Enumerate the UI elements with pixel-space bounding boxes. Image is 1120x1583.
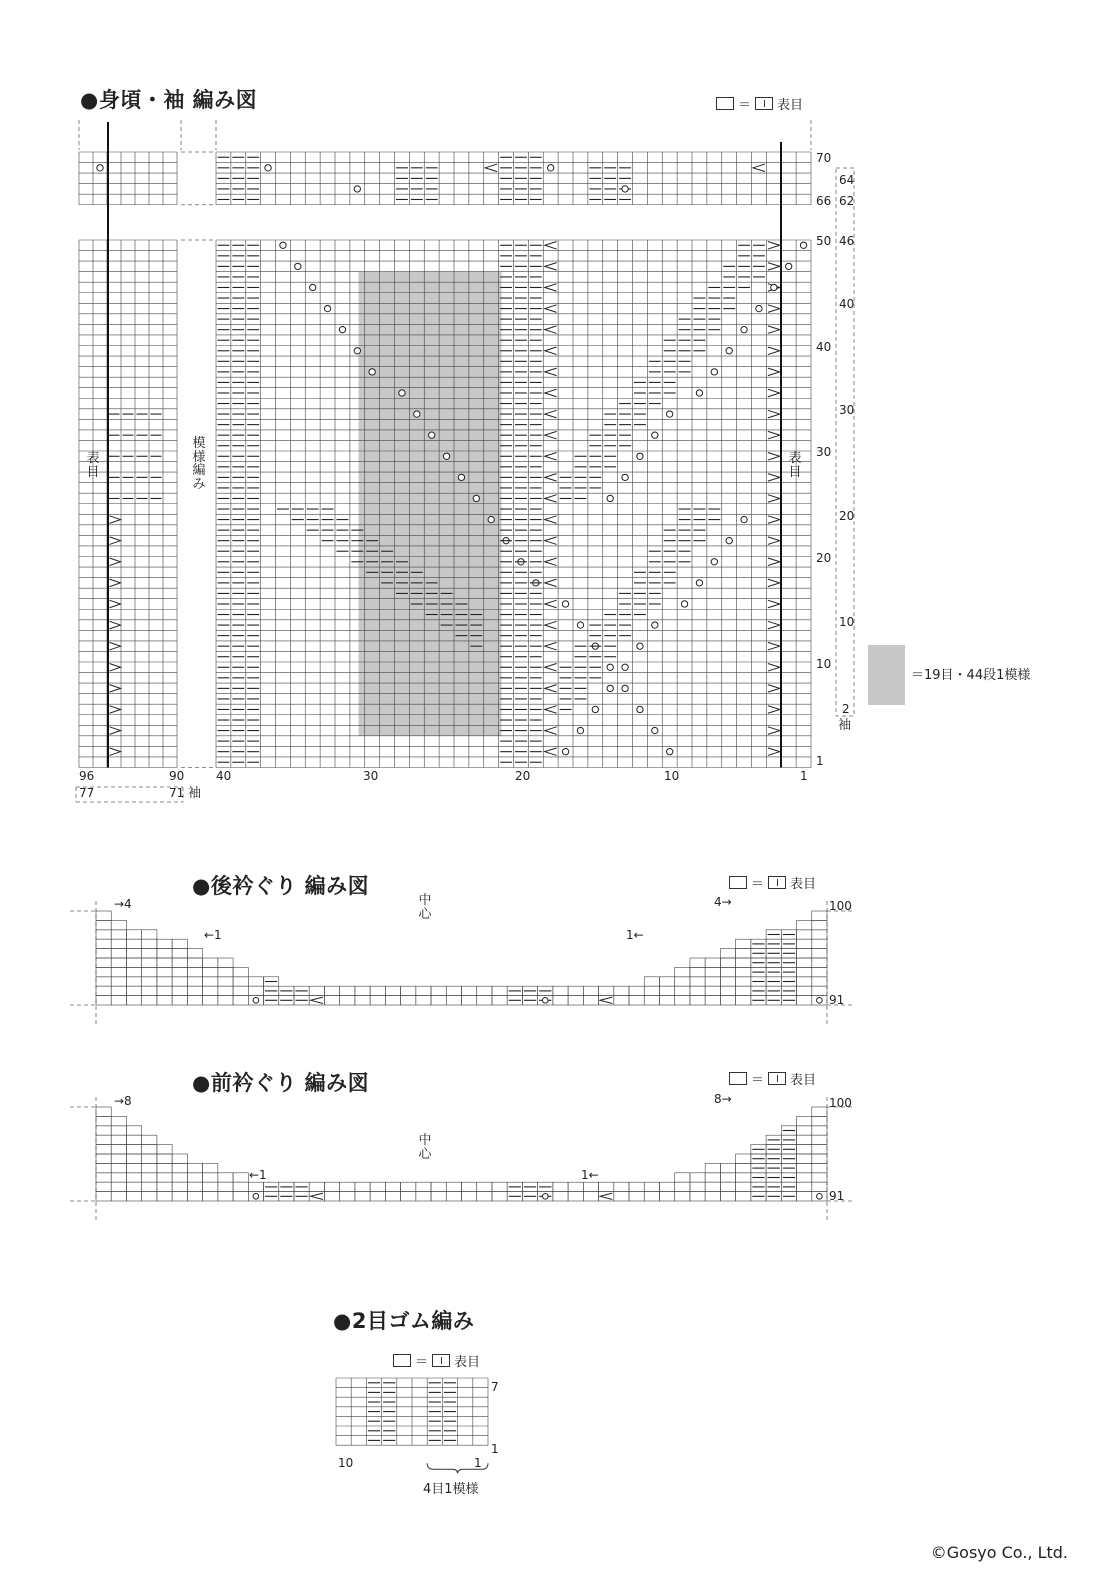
decrease-symbol: [768, 474, 780, 482]
sleeve-col-number: 71: [169, 786, 185, 800]
decrease-symbol: [545, 706, 557, 714]
sleeve-col-label: 袖: [188, 786, 202, 801]
decrease-symbol: [311, 1193, 323, 1199]
col-number: 30: [363, 769, 379, 783]
legend-equals: ＝: [751, 877, 765, 892]
yarn-over-symbol: [741, 327, 747, 333]
decrease-symbol: [768, 706, 780, 714]
decrease-symbol: [545, 431, 557, 439]
yarn-over-symbol: [473, 495, 479, 501]
decrease-symbol: [768, 664, 780, 672]
legend-knit-label: 表目: [454, 1355, 481, 1370]
decrease-symbol: [768, 537, 780, 545]
yarn-over-symbol: [548, 165, 554, 171]
decrease-symbol: [768, 263, 780, 271]
decrease-symbol: [768, 368, 780, 376]
repeat-note: 4目1模様: [423, 1482, 479, 1497]
decrease-symbol: [768, 242, 780, 250]
sleeve-row-number: 10: [839, 615, 855, 629]
yarn-over-symbol: [339, 327, 345, 333]
decrease-symbol: [545, 579, 557, 587]
yarn-over-symbol: [637, 643, 643, 649]
arrow-label: 1←: [626, 928, 644, 942]
back-neck-title: ●後衿ぐり 編み図: [192, 874, 370, 898]
yarn-over-symbol: [652, 622, 658, 628]
decrease-symbol: [768, 727, 780, 735]
decrease-symbol: [545, 558, 557, 566]
yarn-over-symbol: [265, 165, 271, 171]
center-label: 中心: [418, 893, 432, 922]
repeat-note: ＝19目・44段1模様: [911, 668, 1031, 683]
row-number: 1: [491, 1442, 499, 1456]
yarn-over-symbol: [652, 727, 658, 733]
sleeve-row-number: 40: [839, 297, 855, 311]
blank-square-icon: [729, 1072, 747, 1085]
decrease-symbol: [600, 997, 612, 1003]
front-neck-title: ●前衿ぐり 編み図: [192, 1071, 370, 1095]
yarn-over-symbol: [577, 622, 583, 628]
decrease-symbol: [768, 516, 780, 524]
decrease-symbol: [545, 642, 557, 650]
decrease-symbol: [110, 748, 121, 756]
rib-title: ●2目ゴム編み: [333, 1309, 475, 1333]
decrease-symbol: [768, 453, 780, 461]
legend-knit-label: 表目: [777, 98, 804, 113]
chart-grid: [79, 240, 177, 768]
decrease-symbol: [545, 263, 557, 271]
yarn-over-symbol: [637, 706, 643, 712]
col-number-left: 96: [79, 769, 95, 783]
row-number: 100: [829, 899, 852, 913]
decrease-symbol: [545, 284, 557, 292]
decrease-symbol: [545, 305, 557, 313]
yarn-over-symbol: [253, 1193, 259, 1199]
yarn-over-symbol: [324, 305, 330, 311]
yarn-over-symbol: [443, 453, 449, 459]
col-number: 1: [474, 1456, 482, 1470]
yarn-over-symbol: [310, 284, 316, 290]
row-number: 66: [816, 194, 832, 208]
col-number: 10: [664, 769, 680, 783]
decrease-symbol: [110, 558, 121, 566]
row-number: 30: [816, 445, 832, 459]
decrease-symbol: [110, 537, 121, 545]
blank-square-icon: [729, 876, 747, 889]
arrow-label: 8→: [714, 1092, 732, 1106]
yarn-over-symbol: [652, 432, 658, 438]
decrease-symbol: [545, 727, 557, 735]
chart-grid: [79, 152, 177, 205]
decrease-symbol: [110, 706, 121, 714]
decrease-symbol: [545, 664, 557, 672]
row-number: 70: [816, 151, 832, 165]
decrease-symbol: [768, 495, 780, 503]
rib-legend: [393, 1351, 480, 1370]
legend-equals: ＝: [738, 98, 752, 113]
decrease-symbol: [768, 642, 780, 650]
yarn-over-symbol: [696, 580, 702, 586]
knit-stitch-icon: [768, 876, 786, 889]
decrease-symbol: [110, 642, 121, 650]
yarn-over-symbol: [429, 432, 435, 438]
front-neck-chart: [0, 1086, 1120, 1236]
arrow-label: ←1: [204, 928, 222, 942]
decrease-symbol: [545, 621, 557, 629]
yarn-over-symbol: [622, 474, 628, 480]
knit-stitch-icon: [432, 1354, 450, 1367]
col-number: 20: [515, 769, 531, 783]
decrease-symbol: [545, 685, 557, 693]
yarn-over-symbol: [414, 411, 420, 417]
yarn-over-symbol: [786, 263, 792, 269]
decrease-symbol: [768, 389, 780, 397]
yarn-over-symbol: [622, 664, 628, 670]
decrease-symbol: [768, 558, 780, 566]
arrow-label: →8: [114, 1094, 132, 1108]
decrease-symbol: [545, 368, 557, 376]
yarn-over-symbol: [741, 516, 747, 522]
row-number: 40: [816, 340, 832, 354]
yarn-over-symbol: [577, 727, 583, 733]
repeat-swatch: [868, 645, 905, 705]
yarn-over-symbol: [607, 664, 613, 670]
decrease-symbol: [110, 685, 121, 693]
yarn-over-symbol: [369, 369, 375, 375]
yarn-over-symbol: [637, 453, 643, 459]
decrease-symbol: [545, 326, 557, 334]
decrease-symbol: [545, 453, 557, 461]
yarn-over-symbol: [622, 685, 628, 691]
center-label: 中心: [418, 1133, 432, 1162]
yarn-over-symbol: [562, 601, 568, 607]
decrease-symbol: [768, 326, 780, 334]
yarn-over-symbol: [295, 263, 301, 269]
decrease-symbol: [768, 748, 780, 756]
arrow-label: 4→: [714, 895, 732, 909]
yarn-over-symbol: [253, 997, 259, 1003]
sleeve-row-number: 62: [839, 194, 855, 208]
yarn-over-symbol: [607, 685, 613, 691]
decrease-symbol: [768, 410, 780, 418]
col-number: 10: [338, 1456, 354, 1470]
col-number: 1: [800, 769, 808, 783]
sleeve-label: 袖: [838, 718, 852, 733]
chart-grid: [96, 911, 827, 1005]
sleeve-row-number: 30: [839, 403, 855, 417]
decrease-symbol: [110, 664, 121, 672]
yarn-over-symbol: [696, 390, 702, 396]
decrease-symbol: [545, 600, 557, 608]
yarn-over-symbol: [592, 706, 598, 712]
yarn-over-symbol: [681, 601, 687, 607]
row-number: 100: [829, 1096, 852, 1110]
yarn-over-symbol: [354, 186, 360, 192]
yarn-over-symbol: [817, 997, 823, 1003]
decrease-symbol: [545, 495, 557, 503]
decrease-symbol: [545, 389, 557, 397]
decrease-symbol: [768, 621, 780, 629]
row-number: 7: [491, 1380, 499, 1394]
row-number: 91: [829, 1189, 845, 1203]
row-number: 91: [829, 993, 845, 1007]
knit-stitch-icon: [768, 1072, 786, 1085]
decrease-symbol: [110, 600, 121, 608]
col-number: 40: [216, 769, 232, 783]
body-chart-title: ●身頃・袖 編み図: [80, 88, 258, 112]
decrease-symbol: [485, 164, 497, 172]
yarn-over-symbol: [280, 242, 286, 248]
yarn-over-symbol: [800, 242, 806, 248]
yarn-over-symbol: [667, 411, 673, 417]
legend-knit-label: 表目: [790, 877, 817, 892]
decrease-symbol: [110, 516, 121, 524]
blank-square-icon: [393, 1354, 411, 1367]
sleeve-col-number: 77: [79, 786, 95, 800]
decrease-symbol: [768, 685, 780, 693]
pattern-label: 模様編み: [192, 436, 206, 492]
blank-square-icon: [716, 97, 734, 110]
col-number-left: 90: [169, 769, 185, 783]
chart-grid: [96, 1107, 827, 1201]
yarn-over-symbol: [562, 749, 568, 755]
yarn-over-symbol: [458, 474, 464, 480]
chart-grid: [216, 240, 811, 768]
sleeve-row-number: 2: [842, 702, 850, 716]
sleeve-row-number: 20: [839, 509, 855, 523]
yarn-over-symbol: [542, 997, 548, 1003]
decrease-symbol: [768, 305, 780, 313]
yarn-over-symbol: [711, 559, 717, 565]
decrease-symbol: [545, 537, 557, 545]
row-number: 50: [816, 234, 832, 248]
yarn-over-symbol: [97, 165, 103, 171]
decrease-symbol: [753, 164, 765, 172]
decrease-symbol: [545, 516, 557, 524]
side-label-left: 表目: [86, 451, 100, 480]
decrease-symbol: [545, 474, 557, 482]
decrease-symbol: [600, 1193, 612, 1199]
yarn-over-symbol: [771, 284, 777, 290]
decrease-symbol: [545, 410, 557, 418]
yarn-over-symbol: [667, 749, 673, 755]
yarn-over-symbol: [607, 495, 613, 501]
legend-knit-label: 表目: [790, 1073, 817, 1088]
decrease-symbol: [110, 727, 121, 735]
yarn-over-symbol: [622, 186, 628, 192]
yarn-over-symbol: [488, 516, 494, 522]
row-number: 10: [816, 657, 832, 671]
decrease-symbol: [768, 600, 780, 608]
side-label-right: 表目: [788, 451, 802, 480]
decrease-symbol: [545, 748, 557, 756]
legend-equals: ＝: [415, 1355, 429, 1370]
chart-grid: [216, 152, 811, 205]
yarn-over-symbol: [817, 1193, 823, 1199]
decrease-symbol: [545, 347, 557, 355]
arrow-label: →4: [114, 897, 132, 911]
knit-stitch-icon: [755, 97, 773, 110]
yarn-over-symbol: [726, 348, 732, 354]
decrease-symbol: [545, 242, 557, 250]
sleeve-row-number: 46: [839, 234, 855, 248]
yarn-over-symbol: [354, 348, 360, 354]
yarn-over-symbol: [756, 305, 762, 311]
arrow-label: 1←: [581, 1168, 599, 1182]
yarn-over-symbol: [542, 1193, 548, 1199]
copyright: ©Gosyo Co., Ltd.: [930, 1543, 1068, 1562]
decrease-symbol: [768, 431, 780, 439]
sleeve-row-number: 64: [839, 173, 855, 187]
arrow-label: ←1: [249, 1168, 267, 1182]
decrease-symbol: [110, 579, 121, 587]
decrease-symbol: [110, 621, 121, 629]
row-number: 20: [816, 551, 832, 565]
row-number: 1: [816, 754, 824, 768]
back-neck-chart: [0, 890, 1120, 1040]
yarn-over-symbol: [726, 538, 732, 544]
decrease-symbol: [768, 347, 780, 355]
body-sleeve-chart: [0, 110, 1120, 830]
chart-grid: [336, 1378, 488, 1445]
yarn-over-symbol: [711, 369, 717, 375]
decrease-symbol: [311, 997, 323, 1003]
decrease-symbol: [768, 579, 780, 587]
yarn-over-symbol: [399, 390, 405, 396]
legend-equals: ＝: [751, 1073, 765, 1088]
